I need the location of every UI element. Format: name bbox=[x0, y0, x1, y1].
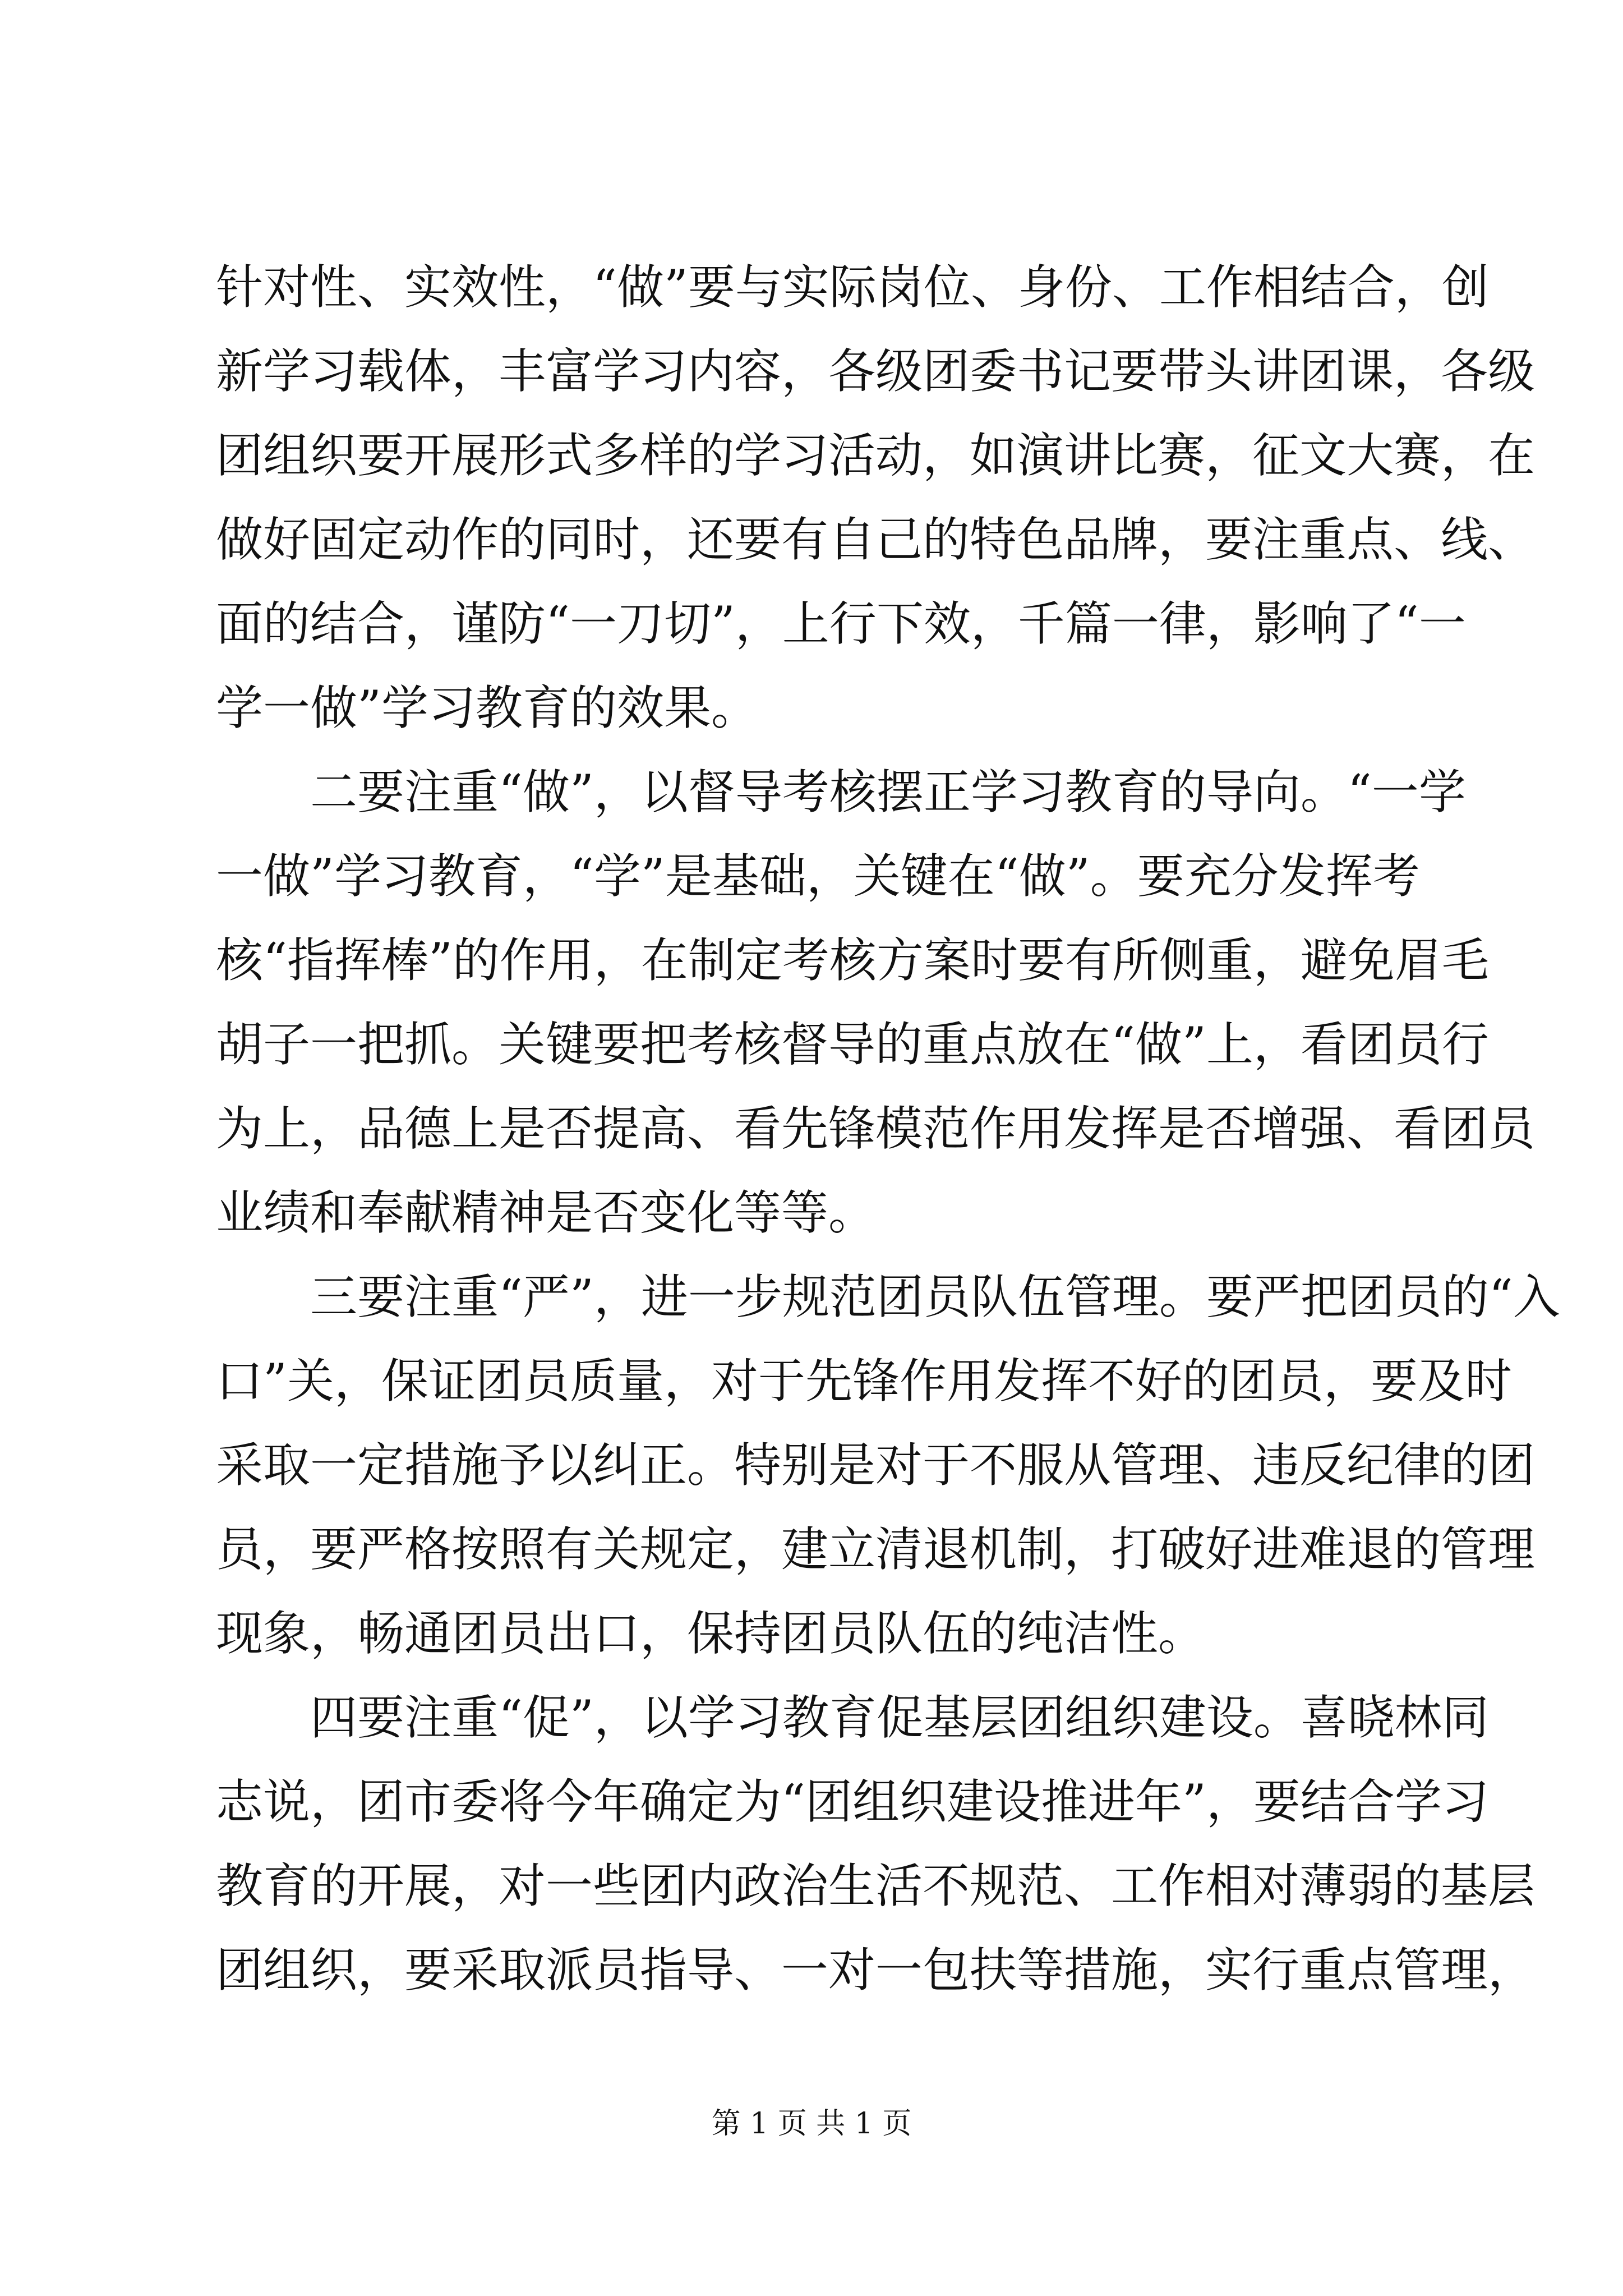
text-line: 新学习载体，丰富学习内容，各级团委书记要带头讲团课，各级 bbox=[216, 344, 1536, 399]
text-line: 团组织要开展形式多样的学习活动，如演讲比赛，征文大赛，在 bbox=[216, 428, 1536, 483]
paragraph-start-line: 三要注重“严”，进一步规范团员队伍管理。要严把团员的“入 bbox=[310, 1269, 1560, 1324]
paragraph-start-line: 二要注重“做”，以督导考核摆正学习教育的导向。“一学 bbox=[310, 765, 1466, 820]
text-line: 现象，畅通团员出口，保持团员队伍的纯洁性。 bbox=[216, 1606, 1206, 1661]
text-line: 业绩和奉献精神是否变化等等。 bbox=[216, 1185, 876, 1240]
text-line: 做好固定动作的同时，还要有自己的特色品牌，要注重点、线、 bbox=[216, 512, 1536, 567]
page-footer: 第 1 页 共 1 页 bbox=[711, 2107, 912, 2141]
text-line: 采取一定措施予以纠正。特别是对于不服从管理、违反纪律的团 bbox=[216, 1438, 1536, 1493]
text-line: 员，要严格按照有关规定，建立清退机制，打破好进难退的管理 bbox=[216, 1522, 1536, 1577]
text-line: 核“指挥棒”的作用，在制定考核方案时要有所侧重，避免眉毛 bbox=[216, 933, 1489, 988]
text-line: 志说，团市委将今年确定为“团组织建设推进年”，要结合学习 bbox=[216, 1774, 1489, 1829]
text-line: 团组织，要采取派员指导、一对一包扶等措施，实行重点管理， bbox=[216, 1943, 1536, 1998]
text-line: 针对性、实效性，“做”要与实际岗位、身份、工作相结合，创 bbox=[216, 260, 1489, 315]
text-line: 胡子一把抓。关键要把考核督导的重点放在“做”上，看团员行 bbox=[216, 1017, 1489, 1072]
text-line: 教育的开展，对一些团内政治生活不规范、工作相对薄弱的基层 bbox=[216, 1858, 1536, 1913]
text-line: 面的结合，谨防“一刀切”，上行下效，千篇一律，影响了“一 bbox=[216, 596, 1466, 651]
text-line: 一做”学习教育，“学”是基础，关键在“做”。要充分发挥考 bbox=[216, 849, 1420, 904]
text-line: 口”关，保证团员质量，对于先锋作用发挥不好的团员，要及时 bbox=[216, 1354, 1512, 1409]
paragraph-start-line: 四要注重“促”，以学习教育促基层团组织建设。喜晓林同 bbox=[310, 1690, 1489, 1745]
text-line: 学一做”学习教育的效果。 bbox=[216, 680, 758, 735]
text-line: 为上，品德上是否提高、看先锋模范作用发挥是否增强、看团员 bbox=[216, 1101, 1536, 1156]
